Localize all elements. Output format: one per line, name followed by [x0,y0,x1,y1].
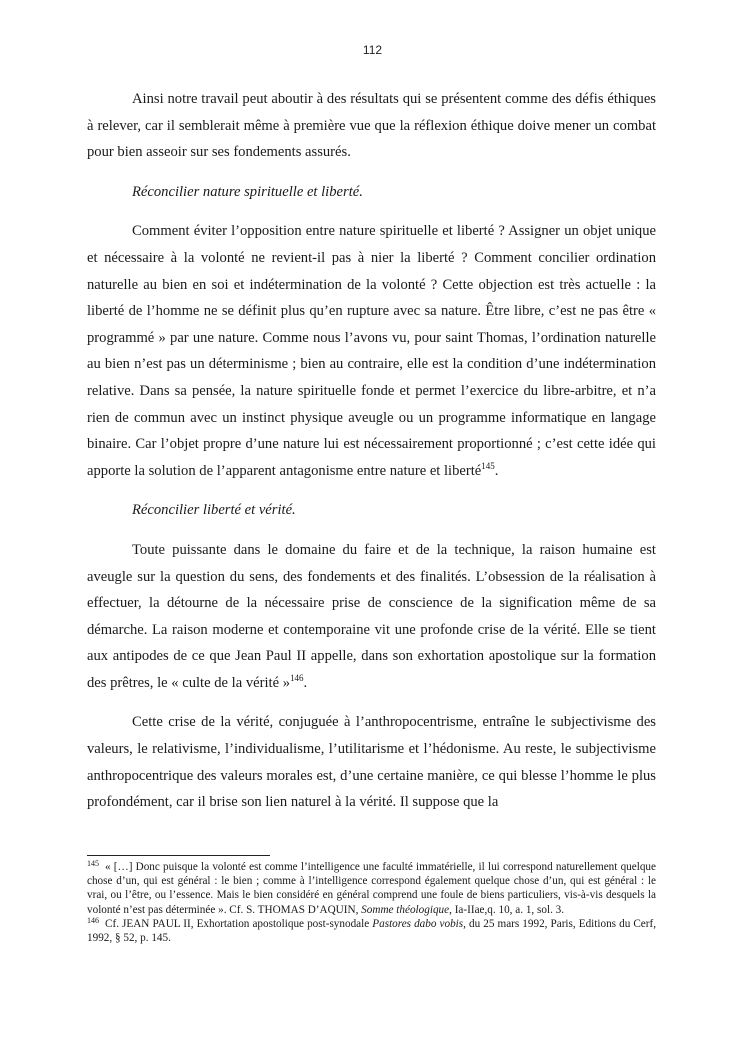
page-number: 112 [362,43,383,57]
footnote-146-text: Cf. JEAN PAUL II, Exhortation apostolique post-synodale [105,917,370,930]
footnote-145-text: « […] Donc puisque la volonté est comme l’intelligence une faculté immatérielle, il lui correspond naturellement quelque chose d’un, qui est général : le bien ; comme à l’intelligence correspond également quelque chose d’un, qui est général : le vrai, ou l’être, ou l’essence. Mais le bien considéré en général comprend une foule de biens particuliers, vis-à-vis desquels la volonté n’est pas déterminée ». Cf. S. THOMAS D’AQUIN, [87,861,656,916]
footnote-145-title: Somme théologique [361,903,450,916]
paragraph-1: Ainsi notre travail peut aboutir à des résultats qui se présentent comme des défis éthiques à relever, car il semblerait même à première vue que la réflexion éthique doive mener un combat pour bien asseoir sur ses fondements assurés. [87,91,656,161]
section-heading-nature-liberte: Réconcilier nature spirituelle et liberté. [132,183,363,200]
paragraph-3-end: . [303,674,308,691]
footnotes [87,860,656,945]
footnote-ref-145[interactable]: 145 [481,460,495,471]
paragraph-4: Cette crise de la vérité, conjuguée à l’anthropocentrisme, entraîne le subjectivisme des valeurs, le relativisme, l’individualisme, l’utilitarisme et l’hédonisme. Au reste, le subjectivisme anthropocentrique des valeurs morales est, d’une certaine manière, ce qui blesse l’homme le plus profondément, car il brise son lien naturel à la vérité. Il suppose que la [87,714,656,811]
footnote-number-145: 145 [87,859,99,868]
section-heading-liberte-verite: Réconcilier liberté et vérité. [132,502,296,519]
paragraph-3 [87,537,656,697]
paragraph-2-end: . [494,462,499,479]
footnote-number-146: 146 [87,915,99,925]
footnote-146-ref: du 25 mars 1992, Paris, Editions du Cerf, 1992, § 52, p. 145. [87,917,657,945]
footnote-146 [87,917,656,945]
footnote-divider [87,855,270,856]
footnote-ref-146[interactable]: 146 [290,672,304,683]
footnote-145 [87,860,656,917]
body-text [87,86,656,816]
footnote-145-ref: , Ia-IIae,q. 10, a. 1, sol. 3. [449,903,565,916]
footnote-146-title: Pastores dabo vobis, [372,917,466,930]
paragraph-2-text: Comment éviter l’opposition entre nature spirituelle et liberté ? Assigner un objet unique et nécessaire à la volonté ne revient-il pas à nier la liberté ? Comment concilier ordination naturelle au bien en soi et indétermination de la volonté ? Cette objection est très actuelle : la liberté de l’homme ne se définit plus qu’en rupture avec sa nature. Être libre, c’est ne pas être « programmé » par une nature. Comme nous l’avons vu, pour saint Thomas, l’ordination naturelle au bien n’est pas un déterminisme ; bien au contraire, elle est la condition d’une indétermination relative. Dans sa pensée, la nature spirituelle fonde et permet l’exercice du libre-arbitre, et n’a rien de commun avec un instinct physique aveugle ou un programme informatique en langage binaire. Car l’objet propre d’une nature lui est nécessairement proportionné ; c’est cette idée qui apporte la solution de l’apparent antagonisme entre nature et liberté [87,223,656,479]
paragraph-2 [87,218,656,484]
paragraph-3-text: Toute puissante dans le domaine du faire et de la technique, la raison humaine est aveugle sur la question du sens, des fondements et des finalités. L’obsession de la réalisation à effectuer, la détourne de la nécessaire prise de conscience de la signification même de sa démarche. La raison moderne et contemporaine vit une profonde crise de la vérité. Elle se tient aux antipodes de ce que Jean Paul II appelle, dans son exhortation apostolique sur la formation des prêtres, le « culte de la vérité » [87,541,656,691]
